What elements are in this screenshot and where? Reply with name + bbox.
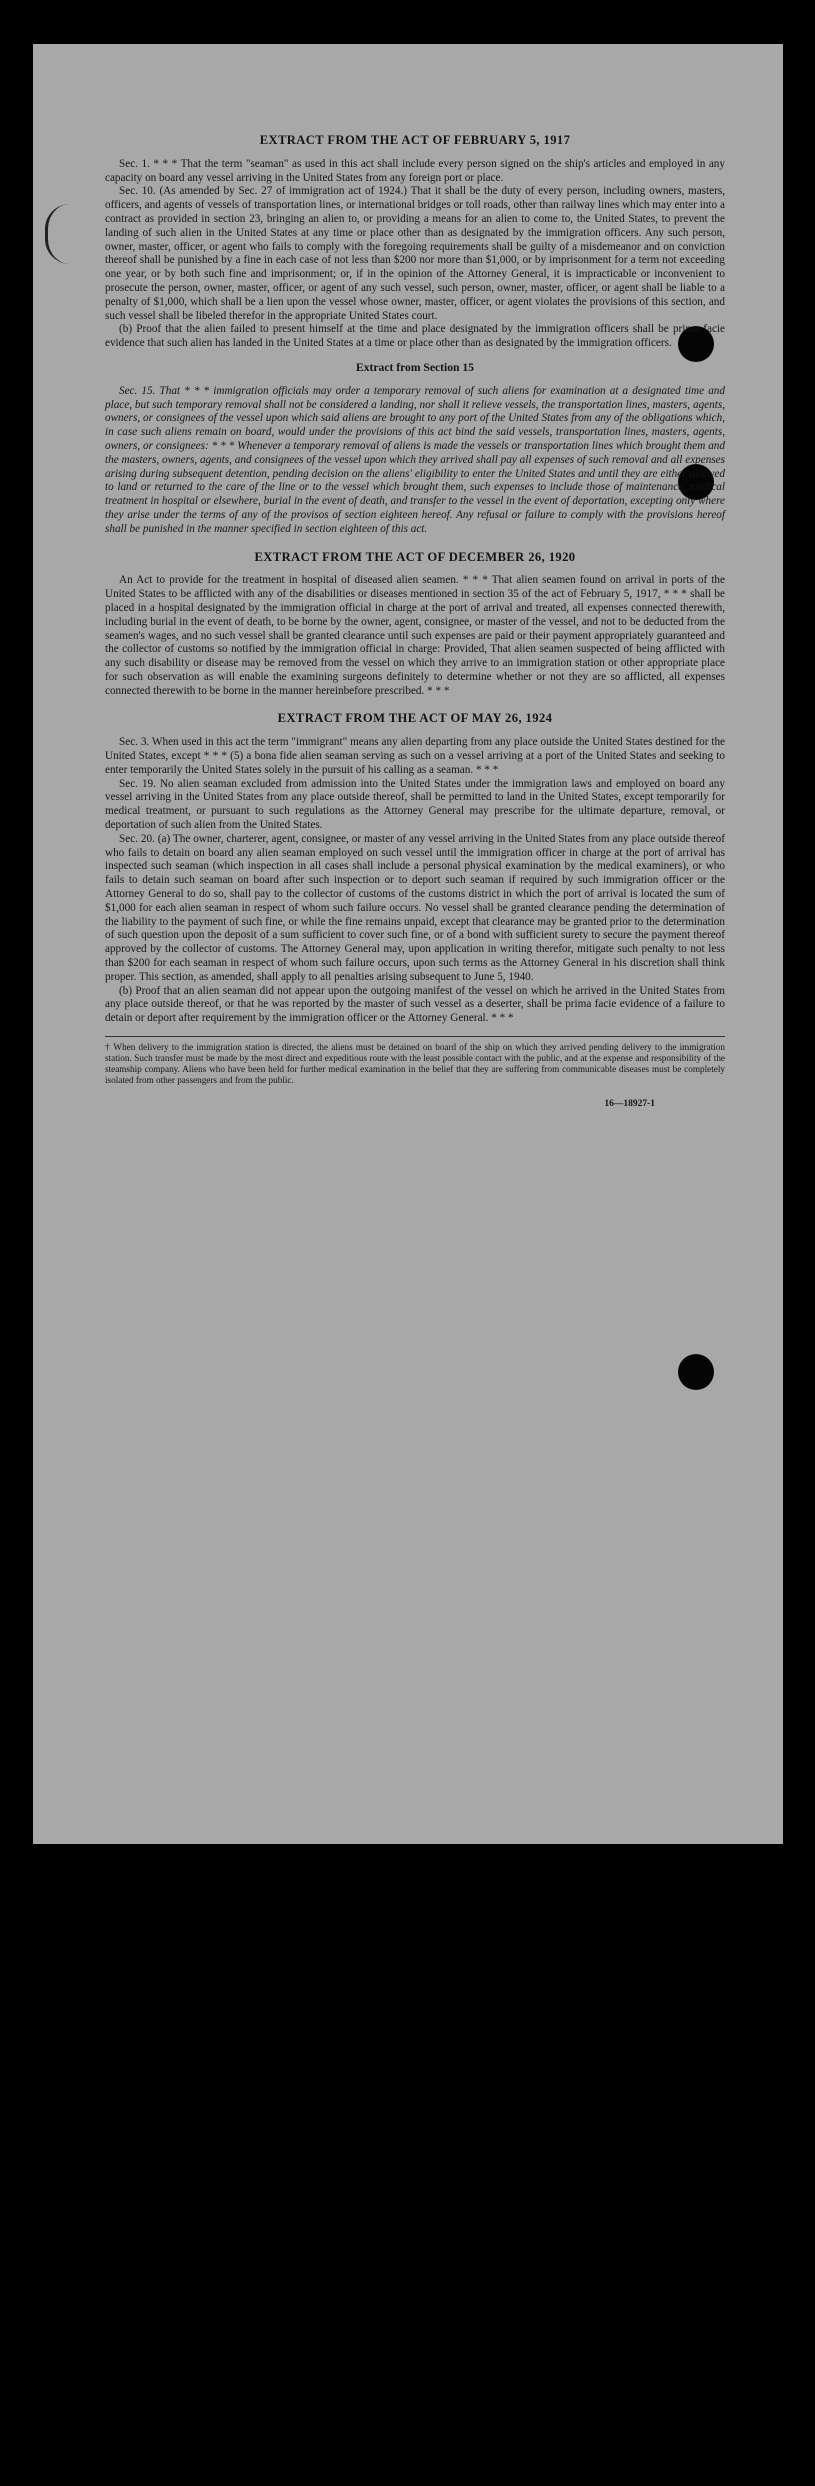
punch-hole-3 — [678, 1354, 714, 1390]
paragraph-sec-19: Sec. 19. No alien seaman excluded from admission into the United States under the immigration laws and employed on board any vessel arriving in the United States from any place outside thereof, shall be permitted to land in the United States, except temporarily for medical treatment, or pursuant to such regulations as the Attorney General may prescribe for the ultimate departure, removal, or deportation of such alien from the United States. — [105, 777, 725, 832]
paragraph-sec-10b: (b) Proof that the alien failed to present himself at the time and place designated by the immigration officers shall be prima facie evidence that such alien has landed in the United States at a time or place other than as designated by the immigration officers. — [105, 323, 725, 350]
document-page — [33, 44, 783, 1844]
footnote: † When delivery to the immigration station is directed, the aliens must be detained on board of the ship on which they arrived pending delivery to the immigration station. Such transfer must be made by the most direct and expeditious route with the least possible contact with the public, and at the expense and responsibility of the steamship company. Aliens who have been held for further medical examination in the belief that they are suffering from communicable diseases must be completely isolated from other passengers and from the public. — [105, 1036, 725, 1086]
section-act-1917 — [105, 134, 725, 351]
margin-bracket-mark — [45, 204, 70, 264]
section-heading: EXTRACT FROM THE ACT OF DECEMBER 26, 1920 — [254, 549, 576, 564]
paragraph-sec-1: Sec. 1. * * * That the term "seaman" as used in this act shall include every person signed on the ship's articles and employed in any capacity on board any vessel arriving in the United States from any foreign port or place. — [105, 157, 725, 184]
paragraph-sec-20a: Sec. 20. (a) The owner, charterer, agent, consignee, or master of any vessel arriving in the United States from any place outside thereof who fails to detain on board any alien seaman employed on such vessel until the immigration officer in charge at the port of arrival has inspected such seaman (which inspection in all cases shall include a personal physical examination by the medical examiners), or who fails to detain such seaman on board after such inspection or to deport such seaman if required by such immigration officer or the Attorney General to do so, shall pay to the collector of customs of the customs district in which the port of arrival is located the sum of $1,000 for each alien seaman in respect of whom such failure occurs. No vessel shall be granted clearance pending the determination of the liability to the payment of such fine, or while the fine remains unpaid, except that clearance may be granted prior to the determination of such question upon the deposit of a sum sufficient to cover such fine, or of a bond with sufficient surety to secure the payment thereof approved by the collector of customs. The Attorney General may, upon application in writing therefor, mitigate such penalty to not less than $200 for each seaman in respect of whom such failure occurs, upon such terms as the Attorney General in his discretion shall think proper. This section, as amended, shall apply to all penalties arising subsequent to June 5, 1940. — [105, 832, 725, 983]
section-act-1920 — [105, 551, 725, 699]
paragraph-act-1920: An Act to provide for the treatment in hospital of diseased alien seamen. * * * That alien seamen found on arrival in ports of the United States to be afflicted with any of the disabilities or diseases mentioned in section 35 of the act of February 5, 1917, * * * shall be placed in a hospital designated by the immigration official in charge at the port of arrival and treated, all expenses connected therewith, including burial in the event of death, to be borne by the owner, agent, consignee, or master of the vessel, and not to be deducted from the seamen's wages, and no such vessel shall be granted clearance until such expenses are paid or their payment appropriately guaranteed and the collector of customs so notified by the immigration official in charge: Provided, That alien seamen suspected of being afflicted with any such disability or disease may be removed from the vessel on which they arrive to an immigration station or other appropriate place for such observation as will enable the examining surgeons definitely to determine whether or not they are so afflicted, all expenses connected therewith to be borne in the manner hereinbefore prescribed. * * * — [105, 574, 725, 697]
paragraph-sec-20b: (b) Proof that an alien seaman did not appear upon the outgoing manifest of the vessel on which he arrived in the United States from any place outside thereof, or that he was reported by the master of such vessel as a deserter, shall be prima facie evidence of a failure to detain or deport after requirement by the immigration officer or the Attorney General. * * * — [105, 984, 725, 1025]
paragraph-sec-15: Sec. 15. That * * * immigration officials may order a temporary removal of such aliens for examination at a designated time and place, but such temporary removal shall not be considered a landing, nor shall it relieve vessels, the transportation lines, masters, agents, owners, or consignees of the vessel upon which said aliens are brought to any port of the United States from any of the obligations which, in case such aliens remain on board, would under the provisions of this act bind the said vessels, transportation lines, masters, agents, owners, or consignees: * * * Whenever a temporary removal of aliens is made the vessels or transportation lines which brought them and the masters, owners, agents, and consignees of the vessel upon which they arrived shall pay all expenses of such removal and all expenses arising during subsequent detention, pending decision on the aliens' eligibility to enter the United States and until they are either allowed to land or returned to the care of the line or to the vessel which brought them, such expenses to include those of maintenance, medical treatment in hospital or elsewhere, burial in the event of death, and transfer to the vessel in the event of deportation, excepting only where they arise under the terms of any of the provisos of section eighteen hereof. Any refusal or failure to comply with the provisions hereof shall be punished in the manner specified in section eighteen of this act. — [105, 384, 725, 535]
paragraph-sec-10: Sec. 10. (As amended by Sec. 27 of immigration act of 1924.) That it shall be the duty of every person, including owners, masters, officers, and agents of vessels of transportation lines, or international bridges or toll roads, other than railway lines which may enter into a contract as provided in section 23, bringing an alien to, or providing a means for an alien to come to, the United States, to prevent the landing of such alien in the United States at any time or place other than as designated by the immigration officers. Any such person, owner, master, officer, or agent who fails to comply with the foregoing requirements shall be guilty of a misdemeanor and on conviction thereof shall be punished by a fine in each case of not less than $200 nor more than $1,000, or by imprisonment for a term not exceeding one year, or by both such fine and imprisonment; or, if in the opinion of the Attorney General, it is impracticable or inconvenient to prosecute the person, owner, master, officer, or agent of any such vessel, such person, owner, master, officer, or agent shall be liable to a penalty of $1,000, which shall be a lien upon the vessel whose owner, master, officer, or agent violates the provisions of this section, and such vessel shall be libeled therefor in the appropriate United States court. — [105, 185, 725, 322]
paragraph-sec-3: Sec. 3. When used in this act the term "immigrant" means any alien departing from any place outside the United States destined for the United States, except * * * (5) a bona fide alien seaman serving as such on a vessel arriving at a port of the United States and seeking to enter temporarily the United States solely in the pursuit of his calling as a seaman. * * * — [105, 736, 725, 776]
section-heading: EXTRACT FROM THE ACT OF MAY 26, 1924 — [277, 711, 553, 726]
section-heading: EXTRACT FROM THE ACT OF FEBRUARY 5, 1917 — [259, 133, 571, 147]
document-number: 16—18927-1 — [604, 1099, 655, 1110]
section-subheading: Extract from Section 15 — [356, 360, 474, 374]
section-extract-15 — [105, 361, 725, 537]
section-act-1924 — [105, 712, 725, 1026]
document-body — [105, 134, 725, 1112]
